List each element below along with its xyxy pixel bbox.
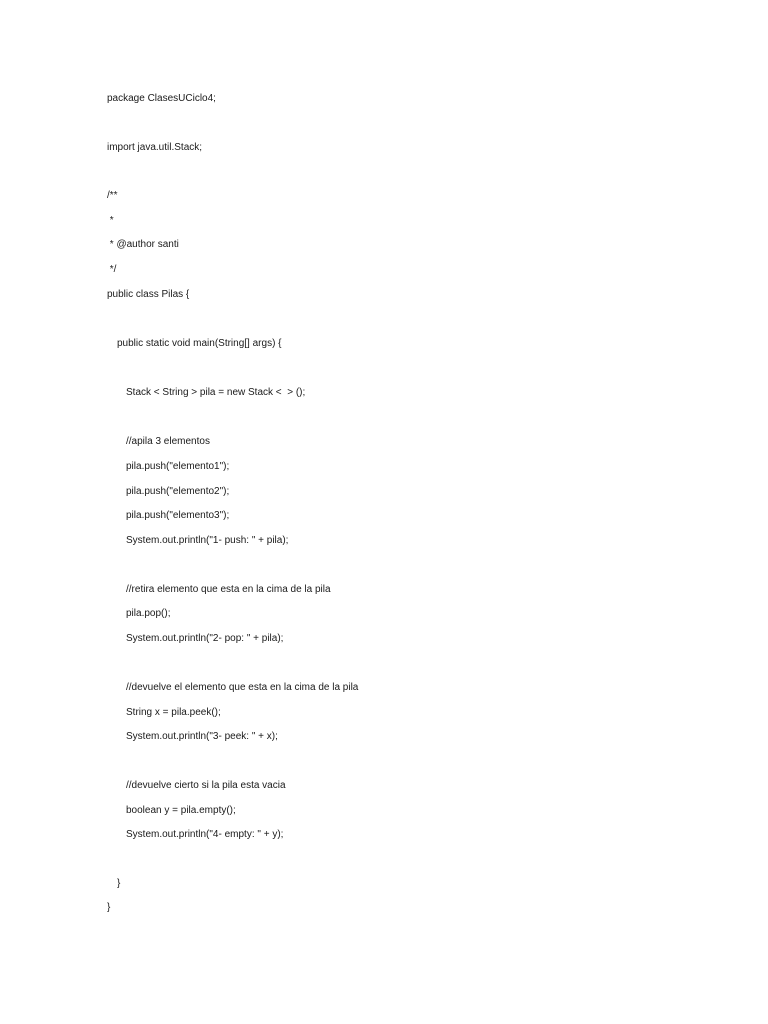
code-line-close-class: }	[107, 902, 111, 913]
code-line-push-1: pila.push("elemento1");	[126, 461, 230, 472]
code-line-print-pop: System.out.println("2- pop: " + pila);	[126, 633, 284, 644]
code-line-comment-close: */	[107, 264, 117, 275]
code-line-print-empty: System.out.println("4- empty: " + y);	[126, 829, 284, 840]
code-line-print-peek: System.out.println("3- peek: " + x);	[126, 731, 278, 742]
code-line-comment-empty: //devuelve cierto si la pila esta vacia	[126, 780, 286, 791]
code-line-class-declaration: public class Pilas {	[107, 289, 190, 300]
code-line-main-method: public static void main(String[] args) {	[117, 338, 282, 349]
code-line-peek: String x = pila.peek();	[126, 707, 221, 718]
code-line-comment-open: /**	[107, 190, 118, 201]
code-line-comment-star: *	[107, 215, 114, 226]
code-line-pop: pila.pop();	[126, 608, 171, 619]
code-line-print-push: System.out.println("1- push: " + pila);	[126, 535, 289, 546]
code-line-push-2: pila.push("elemento2");	[126, 486, 230, 497]
code-line-empty: boolean y = pila.empty();	[126, 805, 236, 816]
code-line-push-3: pila.push("elemento3");	[126, 510, 230, 521]
code-line-import: import java.util.Stack;	[107, 142, 203, 153]
code-line-comment-pop: //retira elemento que esta en la cima de la pila	[126, 584, 331, 595]
code-line-comment-peek: //devuelve el elemento que esta en la cima de la pila	[126, 682, 359, 693]
code-line-author: * @author santi	[107, 239, 179, 250]
code-line-package: package ClasesUCiclo4;	[107, 93, 216, 104]
code-line-comment-push: //apila 3 elementos	[126, 436, 210, 447]
code-line-stack-declaration: Stack < String > pila = new Stack < > ();	[126, 387, 306, 398]
code-line-close-method: }	[117, 878, 121, 889]
